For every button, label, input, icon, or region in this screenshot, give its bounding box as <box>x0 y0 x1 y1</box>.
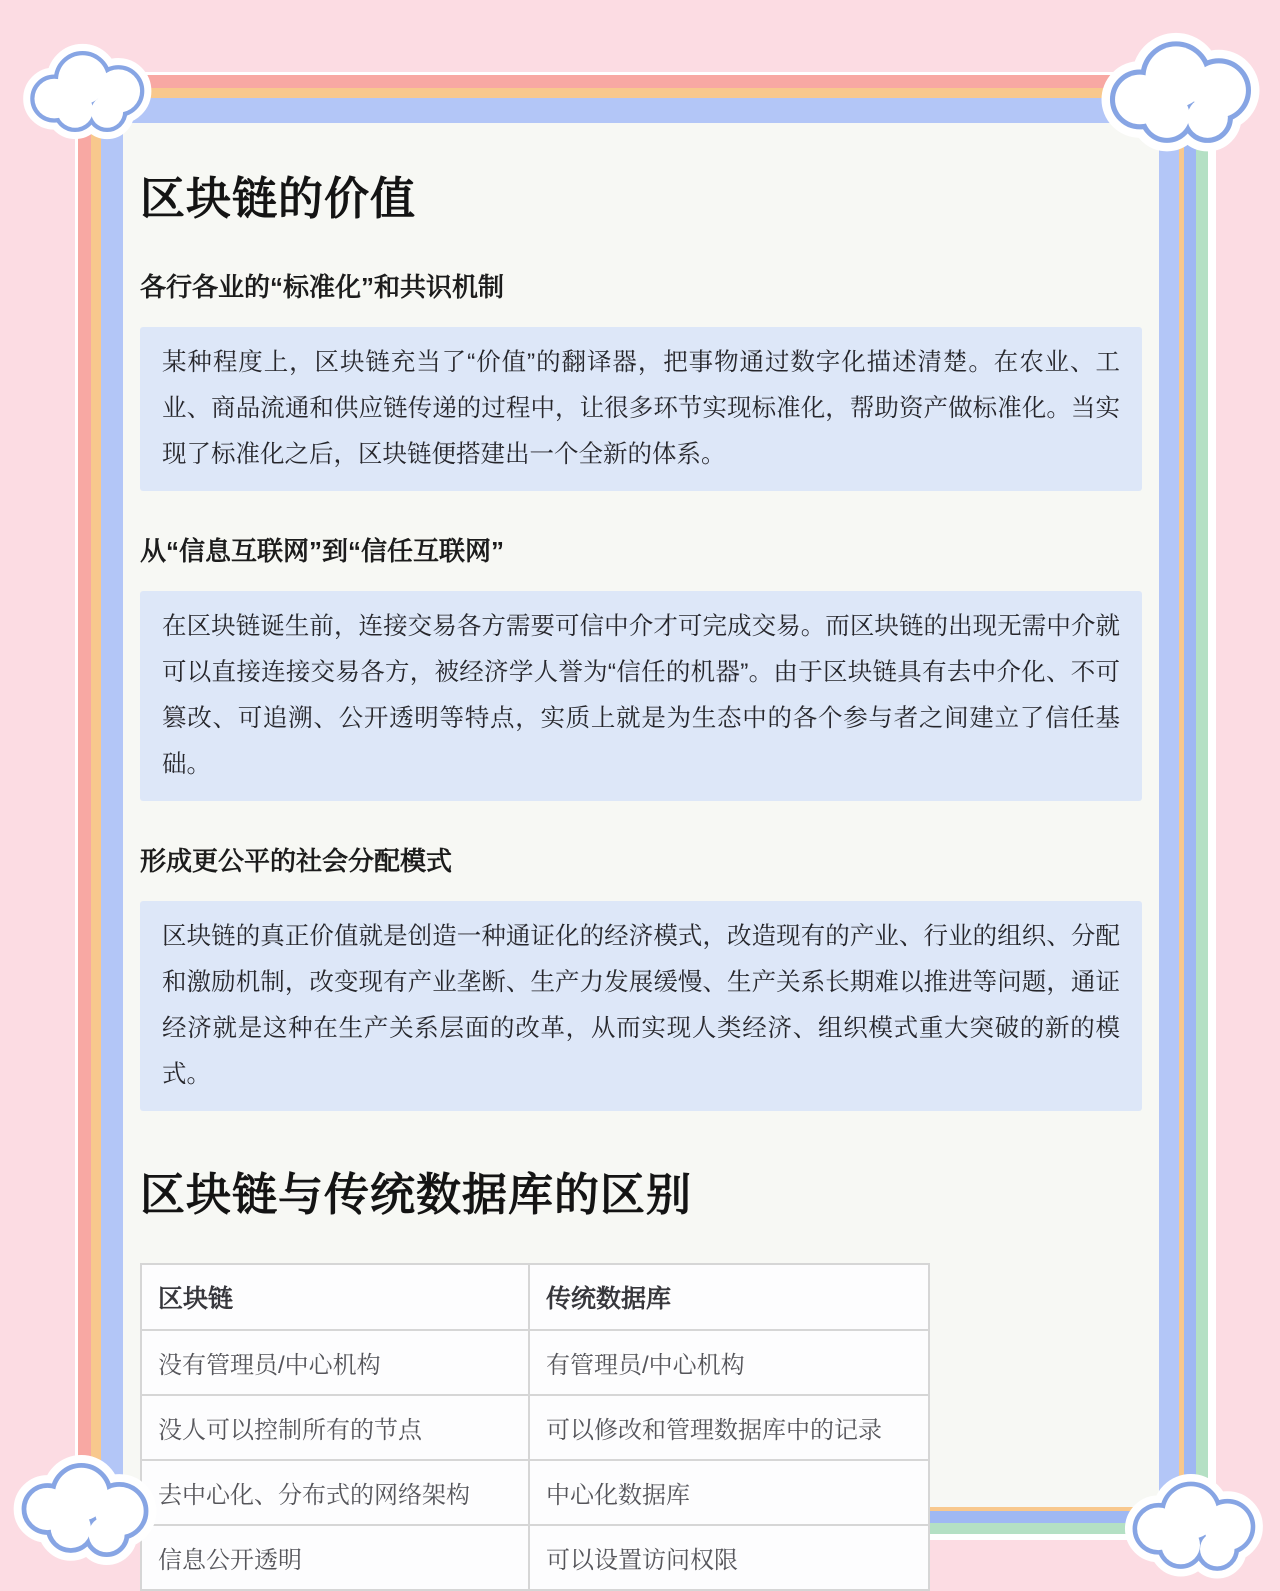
frame-layer-blue-inner <box>101 98 1179 1574</box>
table-header-cell: 区块链 <box>141 1264 529 1330</box>
table-row <box>141 1460 929 1525</box>
table-row <box>141 1395 929 1460</box>
frame-layer-orange <box>91 88 1184 1574</box>
frame-layer-blue-outer <box>78 75 1196 1574</box>
table-row <box>141 1330 929 1395</box>
table-cell: 没人可以控制所有的节点 <box>141 1395 529 1460</box>
table-cell: 没有管理员/中心机构 <box>141 1330 529 1395</box>
section-heading: 各行各业的“标准化”和共识机制 <box>140 272 505 303</box>
frame-layer-white <box>75 72 1216 1574</box>
table-header-row <box>141 1264 929 1330</box>
cloud-icon <box>20 1454 168 1560</box>
paragraph-box: 区块链的真正价值就是创造一种通证化的经济模式，改造现有的产业、行业的组织、分配和激励机制，改变现有产业垄断、生产力发展缓慢、生产关系长期难以推进等问题，通证经济就是这种在生产关系层面的改革，从而实现人类经济、组织模式重大突破的新的模式。 <box>140 901 1142 1111</box>
table-row <box>141 1525 929 1590</box>
table-cell: 有管理员/中心机构 <box>529 1330 929 1395</box>
table-header-cell: 传统数据库 <box>529 1264 929 1330</box>
rainbow-frame <box>75 72 1216 1574</box>
page-title: 区块链与传统数据库的区别 <box>140 1168 693 1220</box>
table-cell: 中心化数据库 <box>529 1460 929 1525</box>
frame-layer-salmon <box>78 75 1184 1574</box>
frame-layer-green <box>78 75 1208 1574</box>
comparison-table <box>140 1263 930 1591</box>
table-cell: 可以设置访问权限 <box>529 1525 929 1590</box>
content-card <box>123 123 1159 1574</box>
paragraph-box: 在区块链诞生前，连接交易各方需要可信中介才可完成交易。而区块链的出现无需中介就可以直接连接交易各方，被经济学人誉为“信任的机器”。由于区块链具有去中介化、不可篡改、可追溯、公开透明等特点，实质上就是为生态中的各个参与者之间建立了信任基础。 <box>140 591 1142 801</box>
paragraph-box: 某种程度上，区块链充当了“价值”的翻译器，把事物通过数字化描述清楚。在农业、工业、商品流通和供应链传递的过程中，让很多环节实现标准化，帮助资产做标准化。当实现了标准化之后，区块链便搭建出一个全新的体系。 <box>140 327 1142 491</box>
cloud-icon <box>1128 1472 1270 1573</box>
cloud-icon <box>26 42 158 136</box>
section-heading: 从“信息互联网”到“信任互联网” <box>140 536 505 567</box>
page-title: 区块链的价值 <box>140 173 417 224</box>
table-cell: 信息公开透明 <box>141 1525 529 1590</box>
table-cell: 去中心化、分布式的网络架构 <box>141 1460 529 1525</box>
section-heading: 形成更公平的社会分配模式 <box>140 845 453 876</box>
table-cell: 可以修改和管理数据库中的记录 <box>529 1395 929 1460</box>
cloud-icon <box>1106 34 1264 147</box>
